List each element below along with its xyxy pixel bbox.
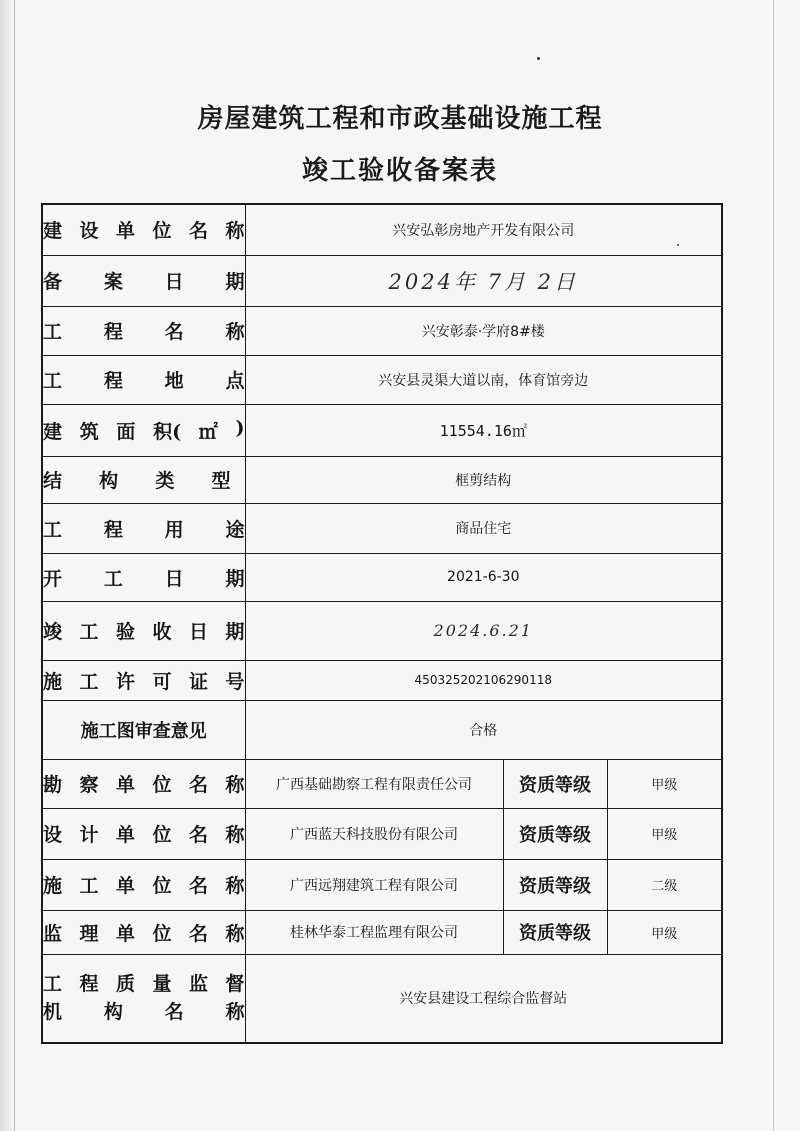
value-qualification: 甲级 <box>607 910 722 954</box>
label-filing-date: 备 案 日 期 <box>42 255 245 306</box>
label-drawing-review: 施工图审查意见 <box>42 700 245 759</box>
label-area: 建 筑 面 积( ㎡ ) <box>42 404 245 456</box>
label-acceptance-date: 竣 工 验 收 日 期 <box>42 601 245 660</box>
label-qualification: 资质等级 <box>503 808 607 859</box>
label-survey-unit: 勘 察 单 位 名 称 <box>42 759 245 808</box>
filing-form-table <box>41 203 723 1044</box>
label-permit: 施 工 许 可 证 号 <box>42 660 245 700</box>
value-construction-unit: 广西远翔建筑工程有限公司 <box>245 859 503 910</box>
row-filing-date <box>42 255 722 306</box>
row-drawing-review <box>42 700 722 759</box>
form-subtitle: 竣工验收备案表 <box>301 156 498 186</box>
label-project-name: 工 程 名 称 <box>42 306 245 355</box>
value-survey-unit: 广西基础勘察工程有限责任公司 <box>245 759 503 808</box>
value-project-name: 兴安彰泰·学府8#楼 <box>245 306 722 355</box>
value-acceptance-date-handwritten: 2024.6.21 <box>245 601 722 660</box>
value-drawing-review: 合格 <box>245 700 722 759</box>
row-supervision-unit <box>42 910 722 954</box>
value-location: 兴安县灵渠大道以南，体育馆旁边 <box>245 355 722 404</box>
row-builder <box>42 204 722 255</box>
label-start-date: 开 工 日 期 <box>42 553 245 601</box>
label-design-unit: 设 计 单 位 名 称 <box>42 808 245 859</box>
value-qualification: 甲级 <box>607 808 722 859</box>
value-supervision-unit: 桂林华泰工程监理有限公司 <box>245 910 503 954</box>
row-usage <box>42 503 722 553</box>
label-construction-unit: 施 工 单 位 名 称 <box>42 859 245 910</box>
value-design-unit: 广西蓝天科技股份有限公司 <box>245 808 503 859</box>
label-quality-supervision-line1: 工 程 质 量 监 督 <box>43 973 245 996</box>
row-design-unit <box>42 808 722 859</box>
value-qualification: 甲级 <box>607 759 722 808</box>
row-location <box>42 355 722 404</box>
label-location: 工 程 地 点 <box>42 355 245 404</box>
value-qualification: 二级 <box>607 859 722 910</box>
value-usage: 商品住宅 <box>245 503 722 553</box>
label-usage: 工 程 用 途 <box>42 503 245 553</box>
label-qualification: 资质等级 <box>503 759 607 808</box>
label-quality-supervision <box>42 954 245 1043</box>
value-permit: 450325202106290118 <box>245 660 722 700</box>
row-permit <box>42 660 722 700</box>
value-quality-supervision: 兴安县建设工程综合监督站 <box>245 954 722 1043</box>
row-quality-supervision <box>42 954 722 1043</box>
label-supervision-unit: 监 理 单 位 名 称 <box>42 910 245 954</box>
label-builder: 建 设 单 位 名 称 <box>42 204 245 255</box>
row-construction-unit <box>42 859 722 910</box>
row-area <box>42 404 722 456</box>
row-acceptance-date <box>42 601 722 660</box>
row-structure <box>42 456 722 503</box>
row-survey-unit <box>42 759 722 808</box>
value-structure: 框剪结构 <box>245 456 722 503</box>
form-title: 房屋建筑工程和市政基础设施工程 <box>197 104 603 134</box>
value-filing-date-handwritten: 2024年 7月 2日 <box>245 255 722 306</box>
label-qualification: 资质等级 <box>503 859 607 910</box>
row-project-name <box>42 306 722 355</box>
label-structure: 结 构 类 型 <box>42 456 245 503</box>
value-area: 11554.16㎡ <box>245 404 722 456</box>
value-start-date: 2021-6-30 <box>245 553 722 601</box>
label-qualification: 资质等级 <box>503 910 607 954</box>
row-start-date <box>42 553 722 601</box>
label-quality-supervision-line2: 机 构 名 称 <box>43 1001 245 1024</box>
value-builder: 兴安弘彰房地产开发有限公司 <box>245 204 722 255</box>
scan-speck <box>537 57 540 60</box>
